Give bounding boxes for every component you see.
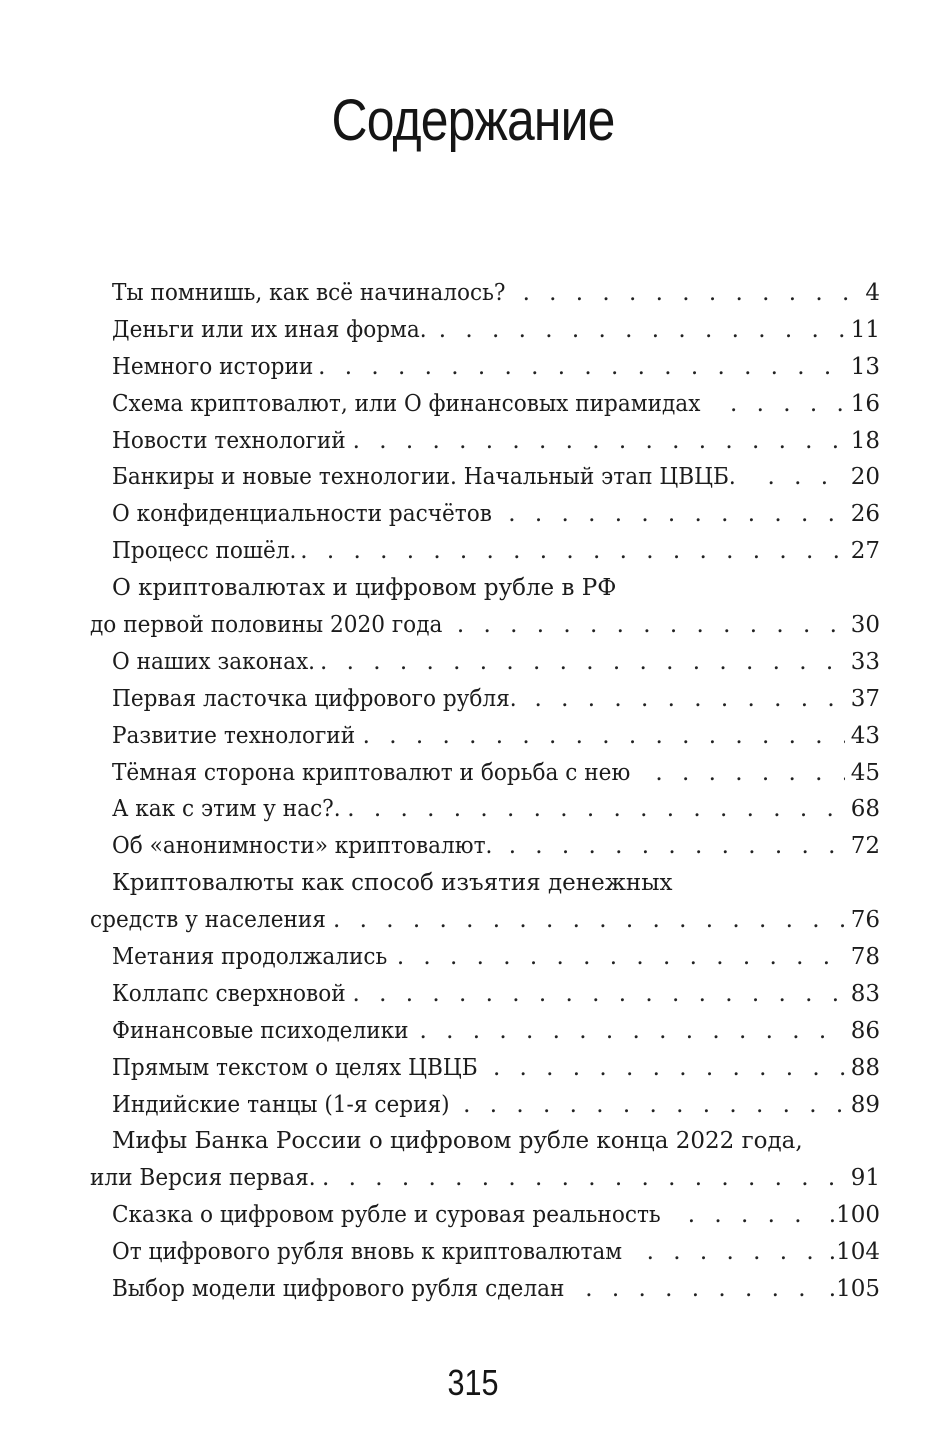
toc-entry	[0, 423, 946, 460]
toc-entry-title: Криптовалюты как способ изъятия денежных	[112, 870, 673, 897]
toc-page-number: 76	[845, 902, 880, 939]
toc-line	[0, 1123, 946, 1160]
toc-page-number: 45	[845, 755, 880, 792]
toc-entry-title: О конфиденциальности расчётов	[112, 501, 492, 528]
toc-page-number: 68	[845, 791, 880, 828]
toc-page-number: .100	[823, 1197, 880, 1234]
toc-entry-title: О наших законах.	[112, 648, 316, 675]
toc-line	[0, 1013, 946, 1050]
dot-leader	[333, 902, 878, 939]
toc-line	[0, 902, 946, 939]
dot-leader	[320, 644, 878, 681]
toc-page-number: 16	[845, 386, 880, 423]
toc-line	[0, 1160, 946, 1197]
toc-line	[0, 1050, 946, 1087]
dot-leader	[508, 496, 878, 533]
toc-entry	[0, 1087, 946, 1124]
dot-leader	[493, 1050, 878, 1087]
toc-line	[0, 312, 946, 349]
toc-entry-title: Новости технологий	[112, 427, 346, 454]
toc-entry	[0, 1234, 946, 1271]
toc-entry	[0, 496, 946, 533]
toc-line	[0, 570, 946, 607]
toc-entry-title: Сказка о цифровом рубле и суровая реальность	[112, 1202, 661, 1229]
toc-entry	[0, 939, 946, 976]
toc-entry	[0, 755, 946, 792]
toc-entry	[0, 570, 946, 644]
dot-leader	[318, 349, 878, 386]
toc-line	[0, 828, 946, 865]
toc-entry-title: Об «анонимности» криптовалют.	[112, 833, 493, 860]
toc-entry	[0, 1013, 946, 1050]
toc-entry-title: средств у населения	[90, 907, 326, 934]
toc-entry	[0, 312, 946, 349]
toc-entry	[0, 386, 946, 423]
toc-page-number: 86	[845, 1013, 880, 1050]
toc-entry	[0, 459, 946, 496]
toc-page-number: 11	[845, 312, 880, 349]
toc-entry-title: Метания продолжались	[112, 944, 388, 971]
toc-entry	[0, 791, 946, 828]
toc-line	[0, 423, 946, 460]
dot-leader	[463, 1087, 878, 1124]
toc-entry-title: От цифрового рубля вновь к криптовалютам	[112, 1239, 623, 1266]
toc-page-number: 27	[845, 533, 880, 570]
toc-entry-title: до первой половины 2020 года	[90, 612, 443, 639]
toc-page-number: 18	[845, 423, 880, 460]
toc-entry-title: Деньги или их иная форма.	[112, 316, 427, 343]
dot-leader	[300, 533, 878, 570]
toc-entry	[0, 275, 946, 312]
toc-line	[0, 755, 946, 792]
toc-entry	[0, 1197, 946, 1234]
toc-line	[0, 791, 946, 828]
toc-line	[0, 533, 946, 570]
toc-page-number: 83	[845, 976, 880, 1013]
toc-line	[0, 939, 946, 976]
toc-line	[0, 1087, 946, 1124]
toc-entry	[0, 533, 946, 570]
dot-leader	[322, 1160, 878, 1197]
toc-entry-title: Первая ласточка цифрового рубля.	[112, 685, 517, 712]
toc-line	[0, 386, 946, 423]
toc-entry-title: Коллапс сверхновой	[112, 980, 346, 1007]
toc-entry-title: Процесс пошёл.	[112, 538, 297, 565]
toc-entry	[0, 976, 946, 1013]
toc-entry-title: Прямым текстом о целях ЦВЦБ	[112, 1054, 478, 1081]
toc-page-number: 33	[845, 644, 880, 681]
toc-page-number: 91	[845, 1160, 880, 1197]
toc-entry-title: Индийские танцы (1-я серия)	[112, 1091, 450, 1118]
toc-page-number: 4	[859, 275, 880, 312]
toc-line	[0, 607, 946, 644]
dot-leader	[439, 312, 878, 349]
toc-line	[0, 1197, 946, 1234]
toc-entry	[0, 681, 946, 718]
toc-entry	[0, 349, 946, 386]
toc-entry-title: Немного истории	[112, 353, 314, 380]
toc-entry-title: Мифы Банка России о цифровом рубле конца 2022 года,	[112, 1128, 803, 1155]
toc-entry-title: Выбор модели цифрового рубля сделан	[112, 1276, 565, 1303]
toc-page-number: 72	[845, 828, 880, 865]
toc-page-number: .104	[823, 1234, 880, 1271]
toc-entry	[0, 718, 946, 755]
dot-leader	[353, 423, 878, 460]
dot-leader	[363, 718, 878, 755]
toc-page-number: 20	[845, 459, 880, 496]
dot-leader	[509, 828, 878, 865]
dot-leader	[419, 1013, 878, 1050]
toc-line	[0, 644, 946, 681]
toc-line	[0, 1271, 946, 1308]
toc-entry	[0, 1271, 946, 1308]
toc-page-number: 37	[845, 681, 880, 718]
toc-line	[0, 459, 946, 496]
toc-line	[0, 865, 946, 902]
toc-line	[0, 275, 946, 312]
dot-leader	[535, 681, 879, 718]
toc-entry	[0, 1050, 946, 1087]
toc-entry-title: Ты помнишь, как всё начиналось?	[112, 280, 506, 306]
toc-line	[0, 718, 946, 755]
table-of-contents	[0, 275, 946, 1308]
toc-entry	[0, 828, 946, 865]
toc-entry-title: или Версия первая.	[90, 1165, 316, 1192]
toc-entry-title: Банкиры и новые технологии. Начальный этап ЦВЦБ.	[112, 464, 736, 491]
dot-leader	[353, 976, 878, 1013]
toc-page-number: 13	[845, 349, 880, 386]
toc-page-number: 89	[845, 1087, 880, 1124]
toc-entry	[0, 865, 946, 939]
dot-leader	[457, 607, 878, 644]
toc-entry	[0, 1123, 946, 1197]
toc-entry-title: А как с этим у нас?.	[112, 796, 341, 823]
dot-leader	[397, 939, 878, 976]
toc-page-number: 88	[845, 1050, 880, 1087]
toc-page-number: 78	[845, 939, 880, 976]
toc-line	[0, 1234, 946, 1271]
toc-page-number: .105	[823, 1271, 880, 1308]
page-number: 315	[447, 1362, 499, 1403]
toc-entry-title: Финансовые психоделики	[112, 1017, 409, 1044]
toc-line	[0, 349, 946, 386]
toc-page-number: 43	[845, 718, 880, 755]
toc-line	[0, 496, 946, 533]
toc-line	[0, 681, 946, 718]
toc-entry	[0, 644, 946, 681]
toc-entry-title: Тёмная сторона криптовалют и борьба с нею	[112, 759, 631, 786]
toc-entry-title: Развитие технологий	[112, 722, 356, 749]
page-title: Содержание	[331, 88, 615, 153]
toc-page-number: 26	[845, 496, 880, 533]
dot-leader	[347, 791, 878, 828]
toc-entry-title: Схема криптовалют, или О финансовых пирамидах	[112, 390, 701, 417]
toc-page-number: 30	[845, 607, 880, 644]
toc-entry-title: О криптовалютах и цифровом рубле в РФ	[112, 575, 617, 602]
toc-line	[0, 976, 946, 1013]
dot-leader	[523, 275, 878, 312]
